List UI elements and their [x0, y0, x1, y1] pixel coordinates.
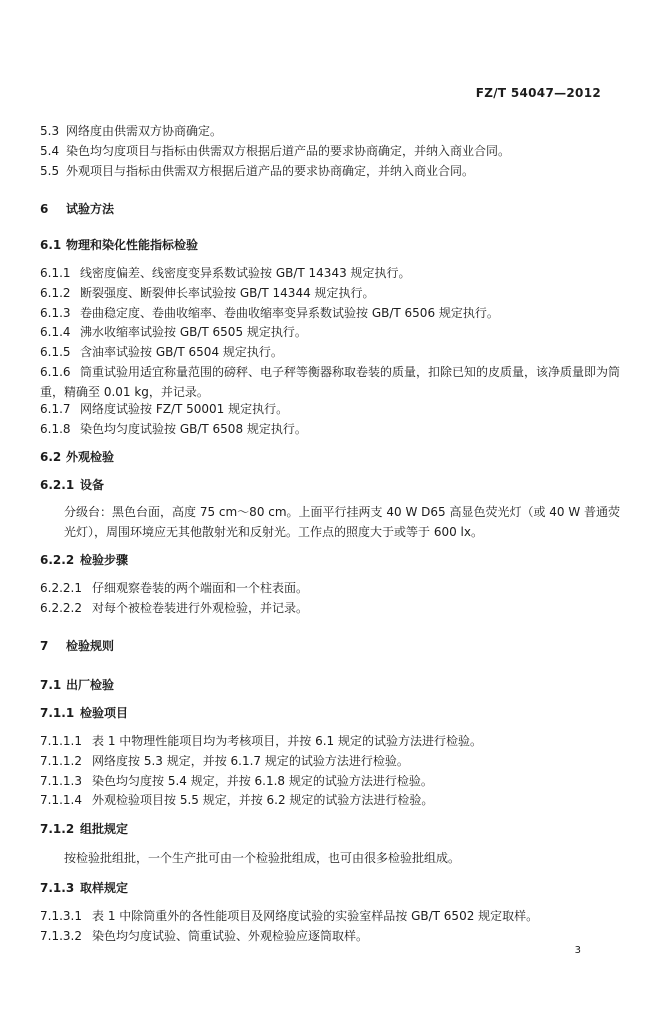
clause-6-1-3: 6.1.3 卷曲稳定度、卷曲收缩率、卷曲收缩率变异系数试验按 GB/T 6506 规定执行。 — [40, 306, 499, 320]
clause-7-1-1-3: 7.1.1.3 染色均匀度按 5.4 规定，并按 6.1.8 规定的试验方法进行检验。 — [40, 774, 433, 788]
clause-6-2-2-1: 6.2.2.1 仔细观察卷装的两个端面和一个柱表面。 — [40, 581, 309, 595]
section-6-2-1-heading: 6.2.1 设备 — [40, 478, 105, 492]
clause-6-1-2: 6.1.2 断裂强度、断裂伸长率试验按 GB/T 14344 规定执行。 — [40, 286, 375, 300]
section-7-1-2-heading: 7.1.2 组批规定 — [40, 822, 129, 836]
standard-code: FZ/T 54047—2012 — [475, 86, 601, 100]
clause-7-1-1-2: 7.1.1.2 网络度按 5.3 规定，并按 6.1.7 规定的试验方法进行检验。 — [40, 754, 409, 768]
clause-6-1-4: 6.1.4 沸水收缩率试验按 GB/T 6505 规定执行。 — [40, 325, 307, 339]
section-7-1-1-heading: 7.1.1 检验项目 — [40, 706, 129, 720]
clause-6-2-2-2: 6.2.2.2 对每个被检卷装进行外观检验，并记录。 — [40, 601, 309, 615]
clause-6-1-8: 6.1.8 染色均匀度试验按 GB/T 6508 规定执行。 — [40, 422, 307, 436]
clause-6-1-6: 6.1.6 筒重试验用适宜称量范围的磅秤、电子秤等衡器称取卷装的质量，扣除已知的皮质量，该净质量即为筒重，精确至 0.01 kg，并记录。 — [40, 365, 621, 399]
equipment-paragraph: 分级台：黑色台面，高度 75 cm～80 cm。上面平行挂两支 40 W D65 高显色荧光灯（或 40 W 普通荧光灯），周围环境应无其他散射光和反射光。工作点的照度大于或等于 600 lx。 — [64, 505, 621, 539]
clause-6-1-5: 6.1.5 含油率试验按 GB/T 6504 规定执行。 — [40, 345, 283, 359]
clause-7-1-1-1: 7.1.1.1 表 1 中物理性能项目均为考核项目，并按 6.1 规定的试验方法进行检验。 — [40, 734, 482, 748]
clause-6-1-1: 6.1.1 线密度偏差、线密度变异系数试验按 GB/T 14343 规定执行。 — [40, 266, 411, 280]
clause-7-1-3-1: 7.1.3.1 表 1 中除筒重外的各性能项目及网络度试验的实验室样品按 GB/T 6502 规定取样。 — [40, 909, 539, 923]
clause-5-3: 5.3 网络度由供需双方协商确定。 — [40, 124, 223, 138]
section-6-2-2-heading: 6.2.2 检验步骤 — [40, 553, 129, 567]
page-number: 3 — [574, 945, 581, 956]
clause-6-1-7: 6.1.7 网络度试验按 FZ/T 50001 规定执行。 — [40, 402, 289, 416]
section-7-heading: 7 检验规则 — [40, 639, 115, 653]
clause-7-1-3-2: 7.1.3.2 染色均匀度试验、筒重试验、外观检验应逐筒取样。 — [40, 929, 369, 943]
batching-paragraph: 按检验批组批，一个生产批可由一个检验批组成，也可由很多检验批组成。 — [64, 851, 461, 865]
section-6-heading: 6 试验方法 — [40, 202, 115, 216]
clause-5-4: 5.4 染色均匀度项目与指标由供需双方根据后道产品的要求协商确定，并纳入商业合同。 — [40, 144, 511, 158]
clause-7-1-1-4: 7.1.1.4 外观检验项目按 5.5 规定，并按 6.2 规定的试验方法进行检验。 — [40, 793, 434, 807]
section-6-2-heading: 6.2 外观检验 — [40, 450, 115, 464]
section-6-1-heading: 6.1 物理和染化性能指标检验 — [40, 238, 199, 252]
clause-5-5: 5.5 外观项目与指标由供需双方根据后道产品的要求协商确定，并纳入商业合同。 — [40, 164, 475, 178]
section-7-1-3-heading: 7.1.3 取样规定 — [40, 881, 129, 895]
section-7-1-heading: 7.1 出厂检验 — [40, 678, 115, 692]
